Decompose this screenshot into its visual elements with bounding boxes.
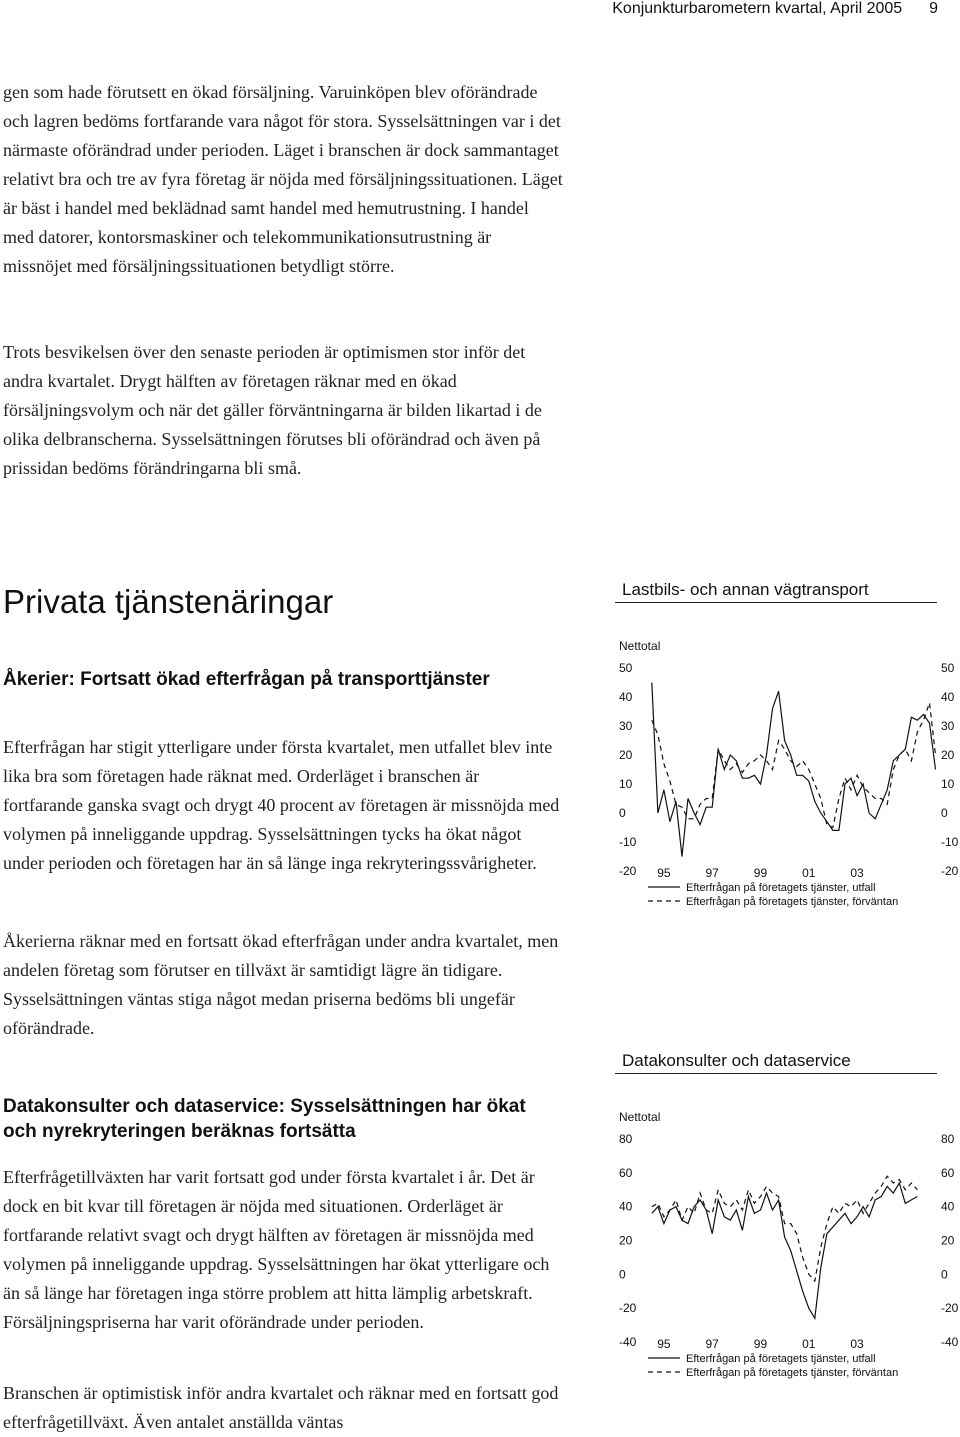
y-tick-label-left: 40 xyxy=(619,1199,633,1214)
section-title: Privata tjänstenäringar xyxy=(3,583,334,620)
y-tick-label-left: 50 xyxy=(619,661,633,675)
series-line-1 xyxy=(652,1183,918,1318)
y-tick-label-right: -10 xyxy=(941,835,959,849)
x-tick-label: 99 xyxy=(753,866,768,880)
line-chart-datakonsulter xyxy=(580,1049,960,1399)
chart-title: Lastbils- och annan vägtransport xyxy=(622,580,869,599)
y-tick-label-left: -10 xyxy=(619,835,637,849)
y-tick-label-left: 0 xyxy=(619,806,626,820)
x-tick-label: 01 xyxy=(802,866,816,880)
x-tick-label: 03 xyxy=(850,866,864,880)
chart-panel-datakonsulter xyxy=(580,1049,960,1399)
legend-label-1: Efterfrågan på företagets tjänster, utfall xyxy=(686,882,876,894)
datakonsult-paragraph-1: Efterfrågetillväxten har varit fortsatt god under första kvartalet i år. Det är dock en bit kvar till företagen är nöjda med situationen. Orderläget är fortfarande relativt svagt och drygt hälften av företagen är missnöjda med volymen på inneliggande uppdrag. Sysselsättningen har ökat ytterligare och än så länge har företagen inga större problem att hitta lämplig arbetskraft. Försäljningspriserna har varit oförändrade under perioden. xyxy=(3,1167,550,1332)
akerier-paragraph-2: Åkerierna räknar med en fortsatt ökad efterfrågan under andra kvartalet, men andelen företag som förutser en tillväxt är samtidigt lägre än tidigare. Sysselsättningen väntas stiga något medan priserna bedöms bli ungefär oförändrade. xyxy=(3,931,559,1038)
y-tick-label-right: -40 xyxy=(941,1335,959,1349)
y-tick-label-left: 0 xyxy=(619,1267,626,1282)
chart-title: Datakonsulter och dataservice xyxy=(622,1051,851,1070)
y-tick-label-right: -20 xyxy=(941,1301,959,1316)
x-tick-label: 03 xyxy=(850,1337,864,1351)
x-tick-label: 99 xyxy=(753,1337,768,1351)
y-tick-label-right: 0 xyxy=(941,1267,948,1282)
y-tick-label-left: -40 xyxy=(619,1335,637,1349)
y-tick-label-right: 40 xyxy=(941,1199,955,1214)
datakonsult-heading: Datakonsulter och dataservice: Sysselsättningen har ökat och nyrekryteringen beräknas fortsätta xyxy=(3,1096,526,1142)
y-tick-label-right: 20 xyxy=(941,1233,955,1248)
y-tick-label-left: 20 xyxy=(619,748,633,762)
y-tick-label-right: 20 xyxy=(941,748,955,762)
y-tick-label-right: -20 xyxy=(941,864,959,878)
page-number: 9 xyxy=(929,0,938,17)
x-tick-label: 95 xyxy=(657,866,671,880)
body-paragraph-1: gen som hade förutsett en ökad försäljning. Varuinköpen blev oförändrade och lagren bedöms fortfarande vara något för stora. Sysselsättningen var i det närmaste oförändrad under perioden. Läget i branschen är dock sammantaget relativt bra och tre av fyra företag är nöjda med försäljningssituationen. Läget är bäst i handel med beklädnad samt handel med hemutrustning. I handel med datorer, kontorsmaskiner och telekommunikationsutrustning är missnöjet med försäljningssituationen betydligt större. xyxy=(3,82,563,276)
body-paragraph-2: Trots besvikelsen över den senaste perioden är optimismen stor inför det andra kvartalet. Drygt hälften av företagen räknar med en ökad försäljningsvolym och när det gäller förväntningarna är bilden likartad i de olika delbranscherna. Sysselsättningen förutses bli oförändrad och även på prissidan bedöms förändringarna bli små. xyxy=(3,342,542,478)
y-tick-label-right: 10 xyxy=(941,777,955,791)
y-tick-label-left: -20 xyxy=(619,1301,637,1316)
akerier-heading: Åkerier: Fortsatt ökad efterfrågan på transporttjänster xyxy=(3,669,490,690)
datakonsult-paragraph-2: Branschen är optimistisk inför andra kvartalet och räknar med en fortsatt god efterfrågetillväxt. Även antalet anställda väntas xyxy=(3,1383,559,1432)
legend-label-2: Efterfrågan på företagets tjänster, förväntan xyxy=(686,1367,899,1379)
x-tick-label: 97 xyxy=(705,866,719,880)
running-title: Konjunkturbarometern kvartal, April 2005 xyxy=(612,0,903,17)
y-tick-label-right: 50 xyxy=(941,661,955,675)
y-tick-label-left: -20 xyxy=(619,864,637,878)
legend-label-2: Efterfrågan på företagets tjänster, förväntan xyxy=(686,896,899,908)
y-tick-label-right: 30 xyxy=(941,719,955,733)
running-header xyxy=(612,0,938,18)
series-line-2 xyxy=(652,1176,918,1281)
y-axis-label: Nettotal xyxy=(619,1110,661,1124)
y-tick-label-left: 10 xyxy=(619,777,633,791)
x-tick-label: 01 xyxy=(802,1337,816,1351)
x-tick-label: 97 xyxy=(705,1337,719,1351)
legend-label-1: Efterfrågan på företagets tjänster, utfall xyxy=(686,1353,876,1365)
y-axis-label: Nettotal xyxy=(619,639,661,653)
y-tick-label-right: 80 xyxy=(941,1132,955,1146)
akerier-paragraph-1: Efterfrågan har stigit ytterligare under första kvartalet, men utfallet blev inte lika bra som företagen hade räknat med. Orderläget i branschen är fortfarande ganska svagt och drygt 40 procent av företagen är missnöjda med volymen på inneliggande uppdrag. Sysselsättningen tycks ha ökat något under perioden och företagen har än så länge inga rekryteringssvårigheter. xyxy=(3,737,560,873)
y-tick-label-left: 80 xyxy=(619,1132,633,1146)
y-tick-label-right: 60 xyxy=(941,1165,955,1180)
x-tick-label: 95 xyxy=(657,1337,671,1351)
y-tick-label-right: 0 xyxy=(941,806,948,820)
y-tick-label-left: 40 xyxy=(619,690,633,704)
chart-panel-transport xyxy=(580,578,960,928)
y-tick-label-right: 40 xyxy=(941,690,955,704)
y-tick-label-left: 30 xyxy=(619,719,633,733)
y-tick-label-left: 60 xyxy=(619,1165,633,1180)
y-tick-label-left: 20 xyxy=(619,1233,633,1248)
line-chart-transport xyxy=(580,578,960,928)
